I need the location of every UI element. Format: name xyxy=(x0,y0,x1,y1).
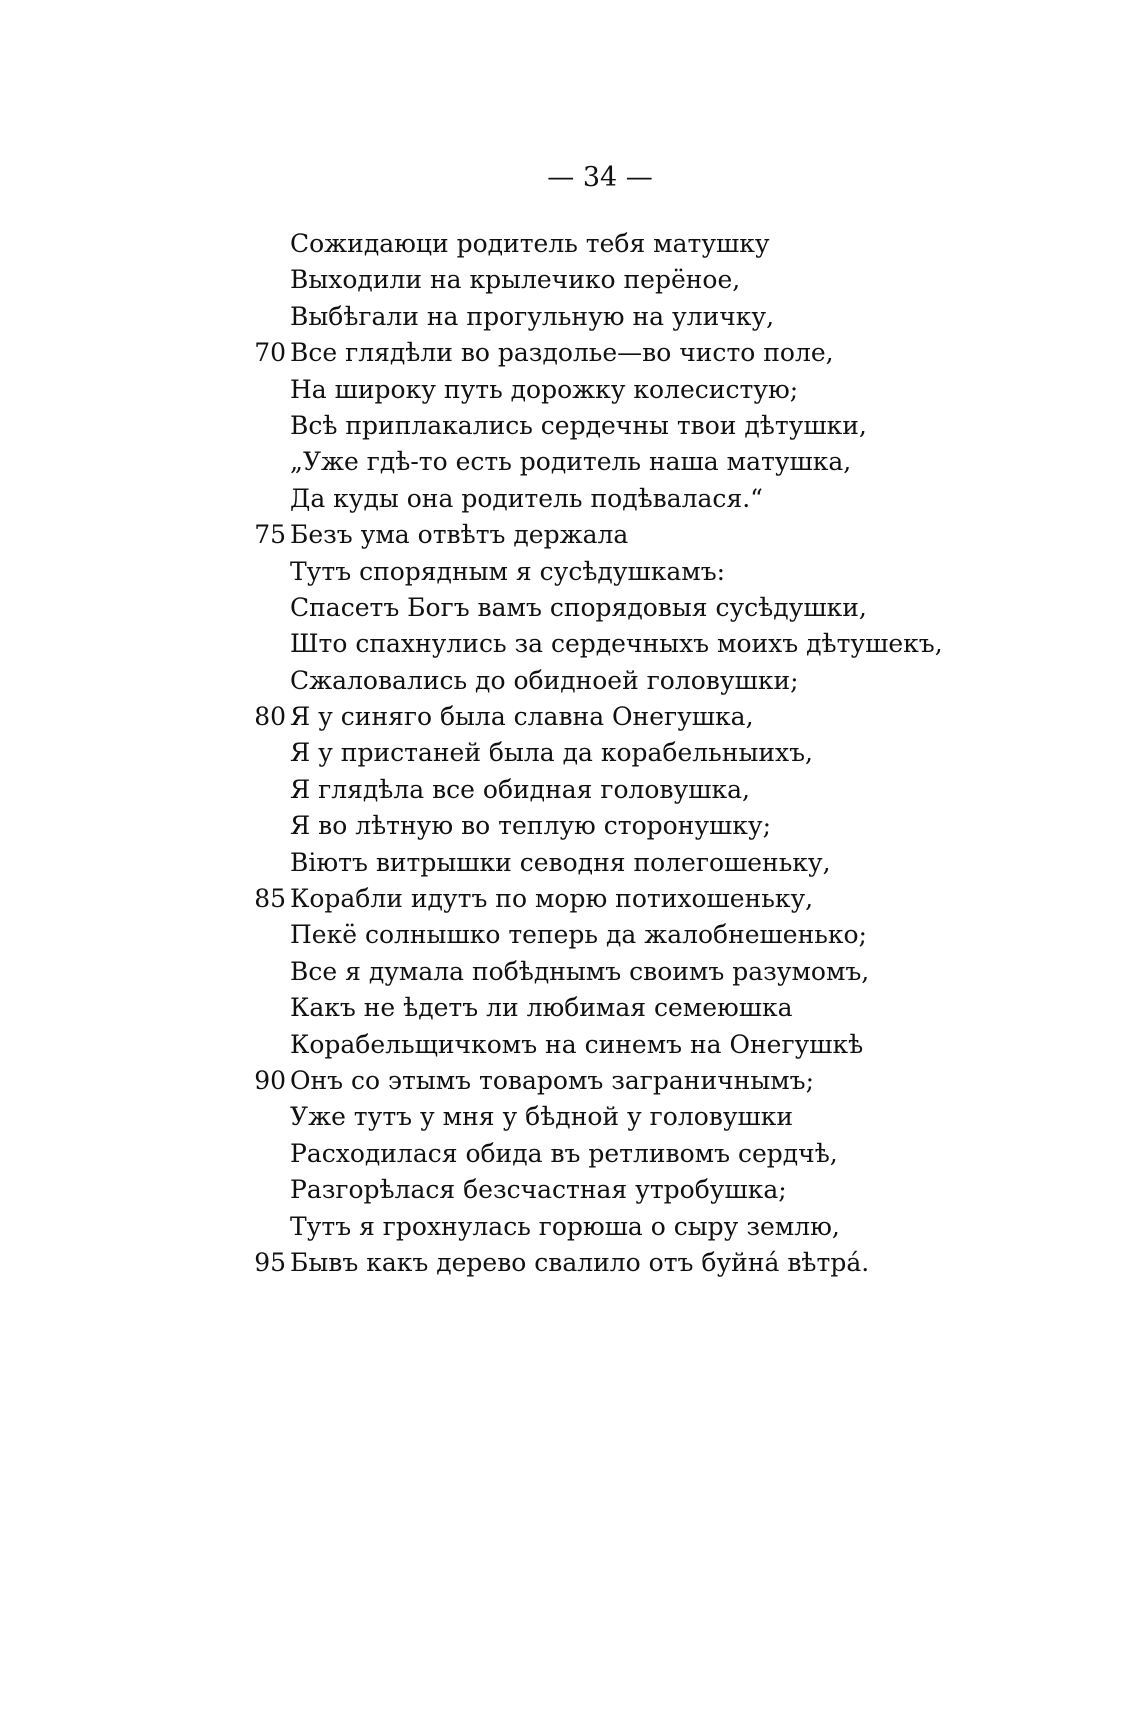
verse-text: Пекё солнышко теперь да жалобнешенько; xyxy=(290,920,867,950)
verse-text: Сжаловались до обидноей головушки; xyxy=(290,665,799,695)
verse-line xyxy=(236,990,996,1026)
verse-line xyxy=(236,590,996,626)
verse-text: Я у пристаней была да корабельныихъ, xyxy=(290,738,813,768)
verse-line xyxy=(236,699,996,735)
line-number: 95 xyxy=(254,1247,286,1277)
line-number: 85 xyxy=(254,884,286,914)
verse-text: Да куды она родитель подѣвалася.“ xyxy=(290,483,763,513)
verse-line xyxy=(236,1245,996,1281)
verse-text: Я у синяго была славна Онегушка, xyxy=(290,702,754,732)
verse-line xyxy=(236,881,996,917)
verse-line xyxy=(236,554,996,590)
verse-text: Спасетъ Богъ вамъ спорядовыя сусѣдушки, xyxy=(290,592,867,622)
verse-text: Корабельщичкомъ на синемъ на Онегушкѣ xyxy=(290,1029,864,1059)
line-number: 70 xyxy=(254,338,286,368)
verse-text: Корабли идутъ по морю потихошеньку, xyxy=(290,884,814,914)
verse-text: Я во лѣтную во теплую сторонушку; xyxy=(290,811,772,841)
verse-text: Все глядѣли во раздолье—во чисто поле, xyxy=(290,338,834,368)
line-number: 75 xyxy=(254,520,286,550)
page-number: — 34 — xyxy=(547,162,653,193)
verse-line xyxy=(236,226,996,262)
verse-line xyxy=(236,1209,996,1245)
verse-text: Выбѣгали на прогульную на уличку, xyxy=(290,301,775,331)
verse-text: Онъ со этымъ товаромъ заграничнымъ; xyxy=(290,1065,814,1095)
verse-line xyxy=(236,735,996,771)
verse-line xyxy=(236,772,996,808)
verse-text: Я глядѣла все обидная головушка, xyxy=(290,774,750,804)
verse-text: Тутъ я грохнулась горюша о сыру землю, xyxy=(290,1211,840,1241)
line-number: 90 xyxy=(254,1065,286,1095)
verse-line xyxy=(236,335,996,371)
verse-line xyxy=(236,663,996,699)
verse-line xyxy=(236,1099,996,1135)
verse-line xyxy=(236,1172,996,1208)
verse-line xyxy=(236,626,996,662)
verse-line xyxy=(236,917,996,953)
verse-line xyxy=(236,444,996,480)
verse-line xyxy=(236,845,996,881)
verse-text: Расходилася обида въ ретливомъ сердчѣ, xyxy=(290,1138,838,1168)
verse-text: Бывъ какъ дерево свалило отъ буйна́ вѣтра́. xyxy=(290,1247,870,1277)
verse-line xyxy=(236,1063,996,1099)
verse-text: Што спахнулись за сердечныхъ моихъ дѣтушекъ, xyxy=(290,629,943,659)
verse-line xyxy=(236,481,996,517)
verse-block xyxy=(236,226,996,1281)
verse-text: Какъ не ѣдетъ ли любимая семеюшка xyxy=(290,993,793,1023)
verse-text: Выходили на крылечико перёное, xyxy=(290,265,741,295)
verse-text: Уже тутъ у мня у бѣдной у головушки xyxy=(290,1102,794,1132)
verse-text: Разгорѣлася безсчастная утробушка; xyxy=(290,1175,787,1205)
verse-line xyxy=(236,372,996,408)
verse-line xyxy=(236,299,996,335)
verse-text: Віютъ витрышки севодня полегошеньку, xyxy=(290,847,831,877)
verse-line xyxy=(236,517,996,553)
verse-text: „Уже гдѣ-то есть родитель наша матушка, xyxy=(290,447,852,477)
verse-line xyxy=(236,808,996,844)
verse-line xyxy=(236,262,996,298)
verse-text: Сожидаюци родитель тебя матушку xyxy=(290,229,770,258)
verse-line xyxy=(236,1136,996,1172)
verse-text: Тутъ спорядным я сусѣдушкамъ: xyxy=(290,556,726,586)
verse-line xyxy=(236,408,996,444)
verse-line xyxy=(236,1027,996,1063)
verse-text: На широку путь дорожку колесистую; xyxy=(290,374,799,404)
verse-text: Все я думала побѣднымъ своимъ разумомъ, xyxy=(290,956,870,986)
verse-text: Всѣ приплакались сердечны твои дѣтушки, xyxy=(290,410,867,440)
line-number: 80 xyxy=(254,702,286,732)
verse-line xyxy=(236,954,996,990)
verse-text: Безъ ума отвѣтъ держала xyxy=(290,520,629,550)
